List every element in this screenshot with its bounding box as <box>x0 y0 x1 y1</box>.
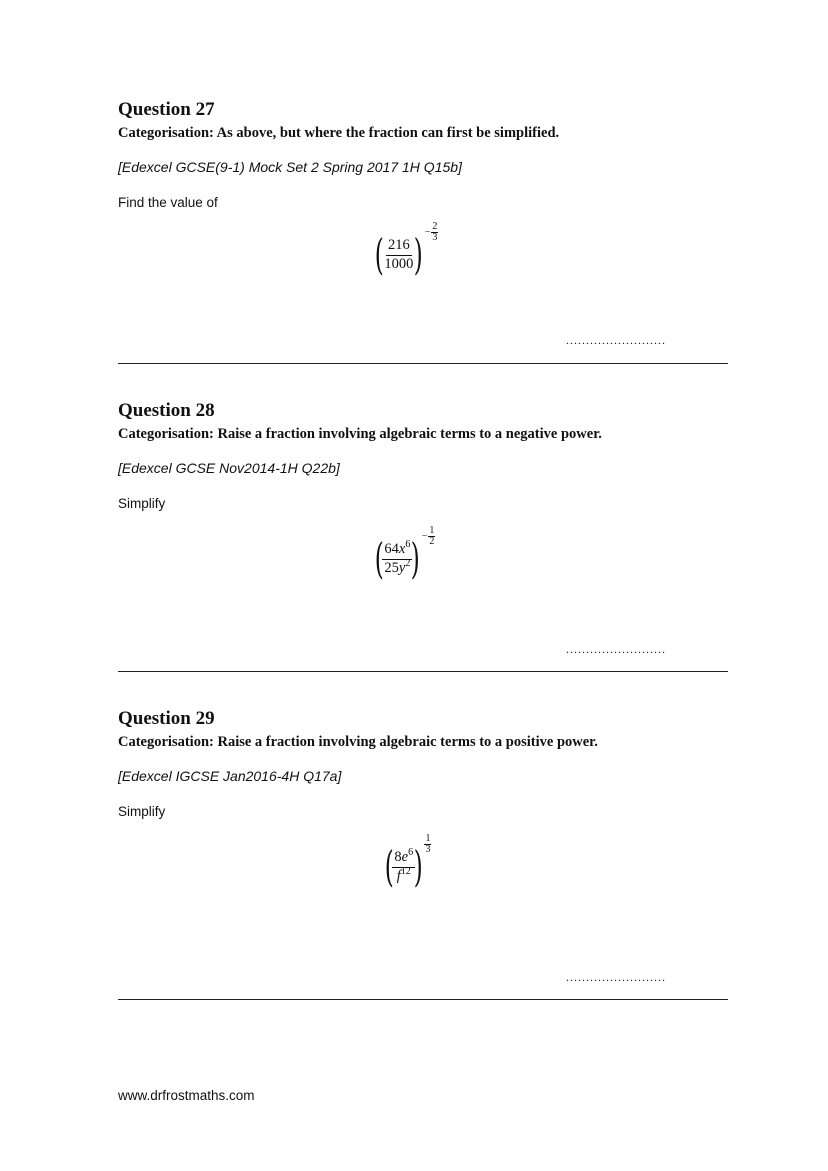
exponent-numerator: 1 <box>429 525 435 536</box>
question-categorisation: Categorisation: Raise a fraction involving algebraic terms to a positive power. <box>118 734 598 750</box>
question-title: Question 27 <box>118 99 215 120</box>
numerator: $8e^6$ <box>392 850 415 868</box>
right-paren: ) <box>413 842 423 891</box>
exponent-denominator: 3 <box>425 844 431 855</box>
question-source: [Edexcel GCSE(9-1) Mock Set 2 Spring 2017 1H Q15b] <box>118 159 462 175</box>
question-title: Question 29 <box>118 708 215 729</box>
exponent-numerator: 1 <box>425 833 431 844</box>
right-paren: ) <box>414 230 424 279</box>
question-categorisation: Categorisation: As above, but where the fraction can first be simplified. <box>118 125 560 141</box>
fraction <box>382 238 415 272</box>
exponent-sign: − <box>424 227 431 238</box>
divider <box>118 363 728 364</box>
math-expression <box>374 525 435 583</box>
answer-line: ......................... <box>566 642 666 656</box>
exponent <box>425 222 439 243</box>
left-paren: ( <box>384 842 394 891</box>
fraction <box>382 538 412 576</box>
exponent <box>424 834 431 855</box>
divider <box>118 671 728 672</box>
question-title: Question 28 <box>118 400 215 421</box>
exponent-sign: − <box>421 531 428 542</box>
exponent-denominator: 3 <box>432 232 438 243</box>
exponent <box>422 526 436 547</box>
answer-line: ......................... <box>566 333 666 347</box>
left-paren: ( <box>374 534 384 583</box>
left-paren: ( <box>374 230 384 279</box>
math-expression <box>384 833 431 891</box>
question-29 <box>118 708 728 819</box>
right-paren: ) <box>411 534 421 583</box>
question-prompt: Find the value of <box>118 195 218 210</box>
denominator: $f^{12}$ <box>396 866 411 884</box>
numerator: $64x^6$ <box>382 542 412 560</box>
question-28 <box>118 400 728 511</box>
question-27 <box>118 99 728 210</box>
exponent-numerator: 2 <box>432 221 438 232</box>
denominator: $25y^2$ <box>384 558 411 576</box>
numerator: 216 <box>386 238 412 256</box>
footer-url: www.drfrostmaths.com <box>118 1088 255 1103</box>
question-prompt: Simplify <box>118 496 166 511</box>
exponent-denominator: 2 <box>429 536 435 547</box>
denominator: 1000 <box>384 256 414 272</box>
math-expression <box>374 221 438 279</box>
question-prompt: Simplify <box>118 804 166 819</box>
question-source: [Edexcel IGCSE Jan2016-4H Q17a] <box>118 768 342 784</box>
answer-line: ......................... <box>566 970 666 984</box>
question-categorisation: Categorisation: Raise a fraction involving algebraic terms to a negative power. <box>118 426 602 442</box>
divider <box>118 999 728 1000</box>
fraction <box>392 846 415 884</box>
question-source: [Edexcel GCSE Nov2014-1H Q22b] <box>118 460 340 476</box>
